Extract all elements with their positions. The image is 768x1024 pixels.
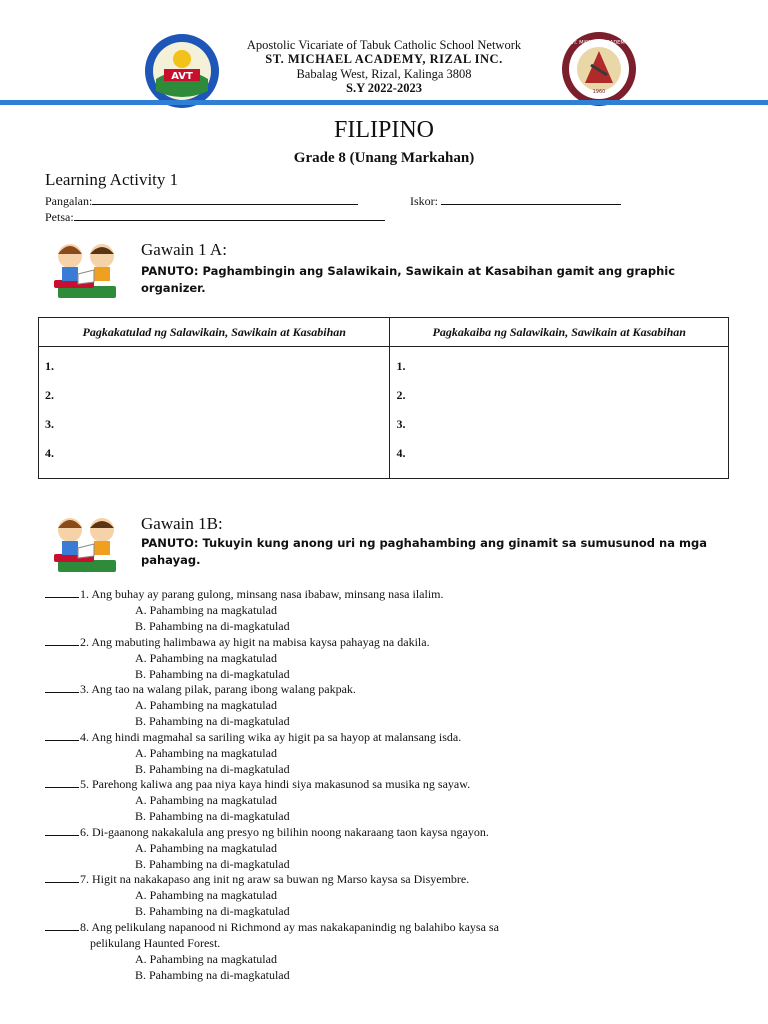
- name-field[interactable]: [45, 193, 358, 209]
- name-label: Pangalan:: [45, 194, 93, 208]
- list-item: 4.: [45, 446, 54, 460]
- option-a[interactable]: A. Pahambing na magkatulad: [135, 841, 277, 855]
- gawain-1a-instructions: PANUTO: Paghambingin ang Salawikain, Sawikain at Kasabihan gamit ang graphic organizer.: [141, 264, 676, 295]
- answer-blank[interactable]: [45, 777, 79, 788]
- list-item: 2.: [45, 388, 54, 402]
- option-a[interactable]: A. Pahambing na magkatulad: [135, 651, 277, 665]
- school-address: Babalag West, Rizal, Kalinga 3808: [296, 67, 472, 81]
- table-header-row: [39, 318, 729, 347]
- option-b[interactable]: B. Pahambing na di-magkatulad: [135, 904, 290, 918]
- gawain-1b-instructions: PANUTO: Tukuyin kung anong uri ng paghahambing ang ginamit sa sumusunod na mga pahayag.: [141, 536, 707, 567]
- list-item: 3.: [45, 417, 54, 431]
- answer-blank[interactable]: [45, 682, 79, 693]
- option-b[interactable]: B. Pahambing na di-magkatulad: [135, 667, 290, 681]
- answer-blank[interactable]: [45, 920, 79, 931]
- option-b[interactable]: B. Pahambing na di-magkatulad: [135, 619, 290, 633]
- question-text: 3. Ang tao na walang pilak, parang ibong walang pakpak.: [80, 682, 356, 696]
- option-b[interactable]: B. Pahambing na di-magkatulad: [135, 714, 290, 728]
- question-6: [45, 825, 489, 840]
- answer-blank[interactable]: [45, 635, 79, 646]
- differences-header: Pagkakaiba ng Salawikain, Sawikain at Kasabihan: [390, 318, 729, 347]
- table-row: [39, 347, 729, 479]
- list-item: 1.: [45, 359, 54, 373]
- option-a[interactable]: A. Pahambing na magkatulad: [135, 698, 277, 712]
- comparison-table: [38, 317, 729, 479]
- network-name: Apostolic Vicariate of Tabuk Catholic School Network: [246, 38, 522, 52]
- avt-logo-text: AVT: [171, 71, 193, 82]
- similarities-header: Pagkakatulad ng Salawikain, Sawikain at Kasabihan: [39, 318, 390, 347]
- question-8: [45, 920, 499, 935]
- score-line[interactable]: [441, 193, 621, 205]
- list-item: 4.: [396, 446, 406, 460]
- answer-blank[interactable]: [45, 730, 79, 741]
- grade-quarter: Grade 8 (Unang Markahan): [293, 150, 475, 166]
- gawain-1a-heading: Gawain 1 A:: [141, 240, 227, 259]
- answer-blank[interactable]: [45, 587, 79, 598]
- list-item: 3.: [396, 417, 406, 431]
- question-1: [45, 587, 443, 602]
- score-field[interactable]: [410, 193, 621, 209]
- option-a[interactable]: A. Pahambing na magkatulad: [135, 603, 277, 617]
- question-2: [45, 635, 430, 650]
- date-line[interactable]: [74, 209, 385, 221]
- date-field[interactable]: [45, 209, 385, 225]
- question-4: [45, 730, 461, 745]
- learning-activity-title: Learning Activity 1: [45, 170, 179, 189]
- question-text: 1. Ang buhay ay parang gulong, minsang nasa ibabaw, minsang nasa ilalim.: [80, 587, 444, 601]
- option-a[interactable]: A. Pahambing na magkatulad: [135, 793, 277, 807]
- question-5: [45, 777, 470, 792]
- date-label: Petsa:: [45, 210, 74, 224]
- answer-blank[interactable]: [45, 825, 79, 836]
- question-7: [45, 872, 469, 887]
- question-text: 5. Parehong kaliwa ang paa niya kaya hindi siya makasunod sa musika ng sayaw.: [80, 777, 471, 791]
- differences-cell[interactable]: [390, 347, 729, 479]
- question-text: 6. Di-gaanong nakakalula ang presyo ng bilihin noong nakaraang taon kaysa ngayon.: [80, 825, 489, 839]
- school-name: ST. MICHAEL ACADEMY, RIZAL INC.: [265, 52, 503, 66]
- gawain-1b-heading: Gawain 1B:: [141, 514, 223, 533]
- answer-blank[interactable]: [45, 872, 79, 883]
- question-3: [45, 682, 356, 697]
- list-item: 1.: [396, 359, 406, 373]
- question-text: 4. Ang hindi magmahal sa sariling wika ay higit pa sa hayop at malansang isda.: [80, 730, 462, 744]
- option-b[interactable]: B. Pahambing na di-magkatulad: [135, 968, 290, 982]
- question-text: 7. Higit na nakakapaso ang init ng araw sa buwan ng Marso kaysa sa Disyembre.: [80, 872, 470, 886]
- name-line[interactable]: [92, 193, 358, 205]
- score-label: Iskor:: [410, 194, 438, 208]
- question-text: 8. Ang pelikulang napanood ni Richmond ay mas nakakapanindig ng balahibo kaysa sa: [80, 920, 499, 934]
- option-b[interactable]: B. Pahambing na di-magkatulad: [135, 762, 290, 776]
- seal-ring-text: ST. MICHAEL ACADEMY: [570, 40, 628, 46]
- question-text: 2. Ang mabuting halimbawa ay higit na mabisa kaysa pahayag na dakila.: [80, 635, 430, 649]
- header-divider: [0, 100, 768, 105]
- option-b[interactable]: B. Pahambing na di-magkatulad: [135, 809, 290, 823]
- list-item: 2.: [396, 388, 406, 402]
- similarities-cell[interactable]: [39, 347, 390, 479]
- school-year: S.Y 2022-2023: [346, 81, 422, 95]
- option-a[interactable]: A. Pahambing na magkatulad: [135, 746, 277, 760]
- children-reading-icon: [44, 236, 130, 302]
- option-a[interactable]: A. Pahambing na magkatulad: [135, 952, 277, 966]
- question-continuation: pelikulang Haunted Forest.: [90, 936, 221, 950]
- subject-title: FILIPINO: [334, 117, 434, 143]
- option-a[interactable]: A. Pahambing na magkatulad: [135, 888, 277, 902]
- children-reading-icon: [44, 510, 130, 576]
- option-b[interactable]: B. Pahambing na di-magkatulad: [135, 857, 290, 871]
- seal-year: 1960: [592, 89, 606, 95]
